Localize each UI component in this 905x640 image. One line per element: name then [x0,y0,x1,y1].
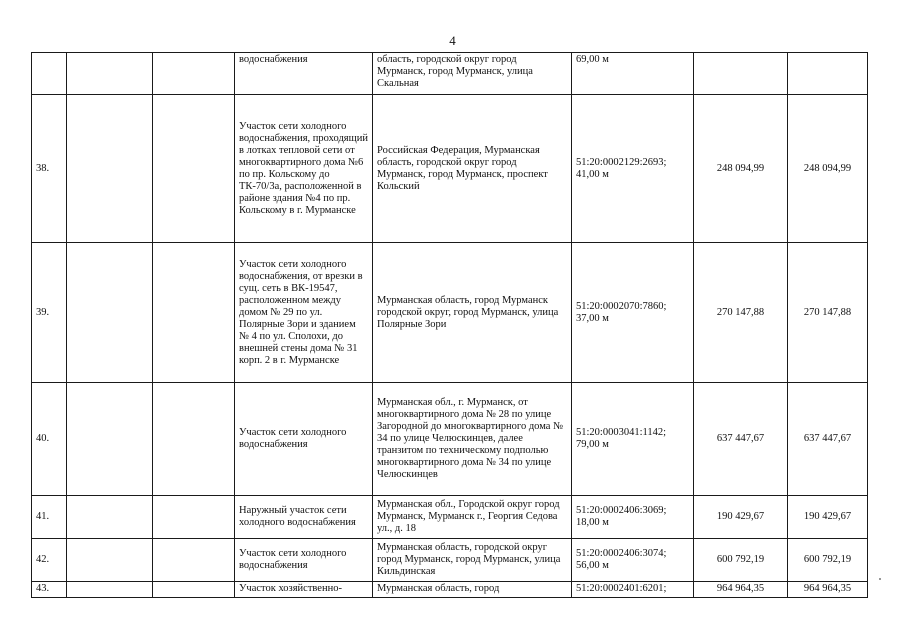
address-cell: Мурманская область, городской округ город Мурманск, город Мурманск, улица Кильдинская [373,539,572,582]
table-row [32,496,868,539]
object-name-cell: Участок сети холодного водоснабжения [235,383,373,496]
empty-cell [67,53,153,95]
table-row [32,582,868,598]
value-cell: 248 094,99 [788,95,868,243]
empty-cell [153,95,235,243]
empty-cell [153,539,235,582]
cadastral-cell: 51:20:0002406:3069; 18,00 м [572,496,694,539]
registry-table [31,52,868,598]
empty-cell [67,539,153,582]
row-number-cell: 40. [32,383,67,496]
empty-cell [67,582,153,598]
cadastral-cell: 51:20:0002129:2693; 41,00 м [572,95,694,243]
empty-cell [67,383,153,496]
object-name-cell: Участок сети холодного водоснабжения, проходящий в лотках тепловой сети от многоквартирного дома №6 по пр. Кольскому до ТК-70/3а, расположенной в районе здания №4 по пр. Кольскому в г. Мурманске [235,95,373,243]
empty-cell [153,582,235,598]
table-row [32,53,868,95]
value-cell: 270 147,88 [694,243,788,383]
empty-cell [153,496,235,539]
table-row [32,539,868,582]
address-cell: Мурманская область, город [373,582,572,598]
empty-cell [67,496,153,539]
row-number-cell: 42. [32,539,67,582]
empty-cell [153,53,235,95]
cadastral-cell: 69,00 м [572,53,694,95]
row-number-cell: 38. [32,95,67,243]
value-cell: 270 147,88 [788,243,868,383]
object-name-cell: Наружный участок сети холодного водоснабжения [235,496,373,539]
address-cell: Российская Федерация, Мурманская область, городской округ город Мурманск, город Мурманск, проспект Кольский [373,95,572,243]
cadastral-cell: 51:20:0003041:1142; 79,00 м [572,383,694,496]
value-cell: 190 429,67 [788,496,868,539]
row-number-cell: 41. [32,496,67,539]
value-cell [788,53,868,95]
value-cell [694,53,788,95]
address-cell: Мурманская область, город Мурманск городской округ, город Мурманск, улица Полярные Зори [373,243,572,383]
table-row [32,383,868,496]
scan-speck [879,578,881,580]
object-name-cell: Участок сети холодного водоснабжения, от врезки в сущ. сеть в ВК-19547, расположенном между домом № 29 по ул. Полярные Зори и зданием № 4 по ул. Сполохи, до внешней стены дома № 31 корп. 2 в г. Мурманске [235,243,373,383]
object-name-cell: водоснабжения [235,53,373,95]
value-cell: 637 447,67 [788,383,868,496]
value-cell: 964 964,35 [788,582,868,598]
cadastral-cell: 51:20:0002406:3074; 56,00 м [572,539,694,582]
address-cell: Мурманская обл., г. Мурманск, от многоквартирного дома № 28 по улице Загородной до многоквартирного дома № 34 по улице Челюскинцев, далее транзитом по техническому подполью многоквартирного дома № 34 по улице Челюскинцев [373,383,572,496]
value-cell: 248 094,99 [694,95,788,243]
address-cell: Мурманская обл., Городской округ город Мурманск, Мурманск г., Георгия Седова ул., д. 18 [373,496,572,539]
value-cell: 637 447,67 [694,383,788,496]
empty-cell [153,243,235,383]
row-number-cell: 43. [32,582,67,598]
object-name-cell: Участок хозяйственно- [235,582,373,598]
row-number-cell: 39. [32,243,67,383]
address-cell: область, городской округ город Мурманск, город Мурманск, улица Скальная [373,53,572,95]
empty-cell [67,95,153,243]
empty-cell [153,383,235,496]
value-cell: 190 429,67 [694,496,788,539]
page-number: 4 [449,33,456,48]
cadastral-cell: 51:20:0002070:7860; 37,00 м [572,243,694,383]
value-cell: 600 792,19 [788,539,868,582]
cadastral-cell: 51:20:0002401:6201; [572,582,694,598]
value-cell: 964 964,35 [694,582,788,598]
table-row [32,243,868,383]
table-row [32,95,868,243]
empty-cell [67,243,153,383]
value-cell: 600 792,19 [694,539,788,582]
row-number-cell [32,53,67,95]
object-name-cell: Участок сети холодного водоснабжения [235,539,373,582]
